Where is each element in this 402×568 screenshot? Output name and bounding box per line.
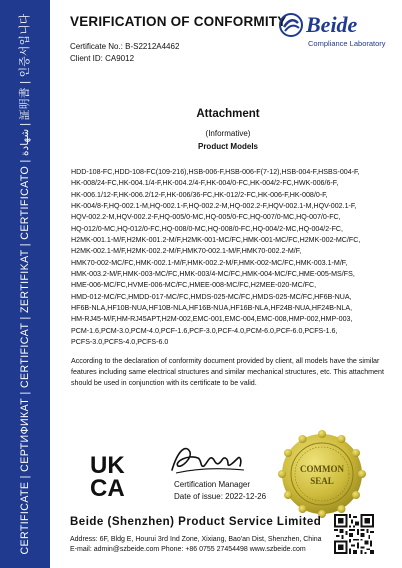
logo-subtitle: Compliance Laboratory [308, 39, 386, 48]
logo-name: Beide [306, 12, 358, 37]
company-name: Beide (Shenzhen) Product Service Limited [70, 516, 322, 528]
issue-date: Date of issue: 2022-12-26 [174, 492, 267, 501]
model-line: H2MK-001.1-M/F,H2MK-001.2-M/F,H2MK-001-MC/FC,HMK-001-MC/FC,H2MK-002-MC/FC, [71, 236, 361, 245]
model-line: HK-008/24-FC,HK-004.1/4-F,HK-004.2/4-F,HK-004/0-FC,HK-004/2-FC,HWK-006/6-F, [71, 179, 339, 188]
model-line: HQ-012/0-MC,HQ-012/0-FC,HQ-008/0-MC,HQ-008/0-FC,HQ-004/2-MC,HQ-004/2-FC, [71, 224, 343, 233]
common-seal [278, 430, 366, 518]
ukca-mark-bottom: CA [90, 475, 125, 502]
beide-logo [278, 10, 390, 50]
product-model-list [71, 167, 389, 349]
model-line: HME-006-MC/FC,HVME-006-MC/FC,HMEE-008-MC/FC,H2MEE-020-MC/FC, [71, 281, 317, 290]
client-id: Client ID: CA9012 [70, 54, 135, 63]
attachment-subtitle: (Informative) [205, 129, 251, 138]
model-line: HDD-108-FC,HDD-108-FC(109-216),HSB-006-F,HSB-006-F(7-12),HSB-004-F,HSBS-004-F, [71, 168, 360, 176]
model-line: H2MK-002.1-M/F,H2MK-002.2-M/F,HMK70-002.1-M/F,HMK70-002.2-M/F, [71, 247, 302, 256]
beide-emblem-icon [278, 12, 304, 38]
vertical-certificate-band [0, 0, 50, 568]
model-line: HMD-012-MC/FC,HMDD-017-MC/FC,HMDS-025-MC/FC,HMDS-025-MC/FC,HF6B-NUA, [71, 292, 352, 301]
ukca-mark-top: UK [90, 452, 125, 479]
model-line: HM-RJ45-M/F,HM-RJ45APT,H2M-002,EMC-001,EMC-004,EMC-008,HMP-002,HMP-003, [71, 315, 353, 324]
qr-code-icon [334, 514, 374, 554]
model-line: HMK70-002-MC/FC,HMK-002.1-M/F,HMK-002.2-M/F,HMK-002-MC/FC,HMK-003.1-M/F, [71, 258, 348, 267]
model-line: HK-006.1/12-F,HK-006.2/12-F,HK-006/36-FC,HK-012/2-FC,HK-006-F,HK-008/0-F, [71, 190, 328, 199]
signatory-title: Certification Manager [174, 480, 251, 489]
seal-text-top: COMMON [300, 464, 344, 474]
model-line: HF6B-NLA,HF10B-NUA,HF10B-NLA,HF16B-NUA,HF16B-NLA,HF24B-NUA,HF24B-NLA, [71, 304, 353, 313]
conformity-statement: According to the declaration of conformity document provided by client, all models have the similar features including same electrical structures and similar mechanical structures, etc. This attachment should be used in conjunction with its certificate to be valid. [71, 357, 384, 387]
company-address: Address: 6F, Bldg E, Hourui 3rd Ind Zone, Xixiang, Bao'an Dist, Shenzhen, China [70, 536, 322, 543]
seal-text-bottom: SEAL [310, 476, 334, 486]
attachment-title: Attachment [196, 108, 260, 120]
model-line: HQV-002.2-M,HQV-002.2-F,HQ-005/0-MC,HQ-005/0-FC,HQ-007/0-MC,HQ-007/0-FC, [71, 213, 341, 222]
company-contact: E-mail: admin@szbeide.com Phone: +86 0755 27454498 www.szbeide.com [70, 546, 306, 553]
signature-image [168, 440, 248, 478]
model-line: HMK-003.2-M/F,HMK-003-MC/FC,HMK-003/4-MC/FC,HMK-004-MC/FC,HME-005-MS/FS, [71, 270, 355, 279]
ukca-mark [90, 452, 136, 502]
product-models-heading: Product Models [197, 142, 258, 151]
certificate-number: Certificate No.: B-S2212A4462 [70, 42, 180, 51]
model-line: HK-004/8-F,HQ-002.1-M,HQ-002.1-F,HQ-002.2-M,HQ-002.2-F,HQV-002.1-M,HQV-002.1-F, [71, 202, 357, 211]
model-line: PCFS-3.0,PCFS-4.0,PCFS-6.0 [71, 338, 169, 347]
model-line: PCM-1.6,PCM-3.0,PCM-4.0,PCF-1.6,PCF-3.0,PCF-4.0,PCM-6.0,PCF-6.0,PCFS-1.6, [71, 326, 338, 335]
document-title: VERIFICATION OF CONFORMITY [70, 14, 287, 29]
multilingual-certificate-text: CERTIFICATE | СЕРТИФИКАТ | CERTIFICAT | ZERTIFIKAT | CERTIFICATO | شهادة | 証明書 | 인증서입니다 [19, 13, 31, 555]
